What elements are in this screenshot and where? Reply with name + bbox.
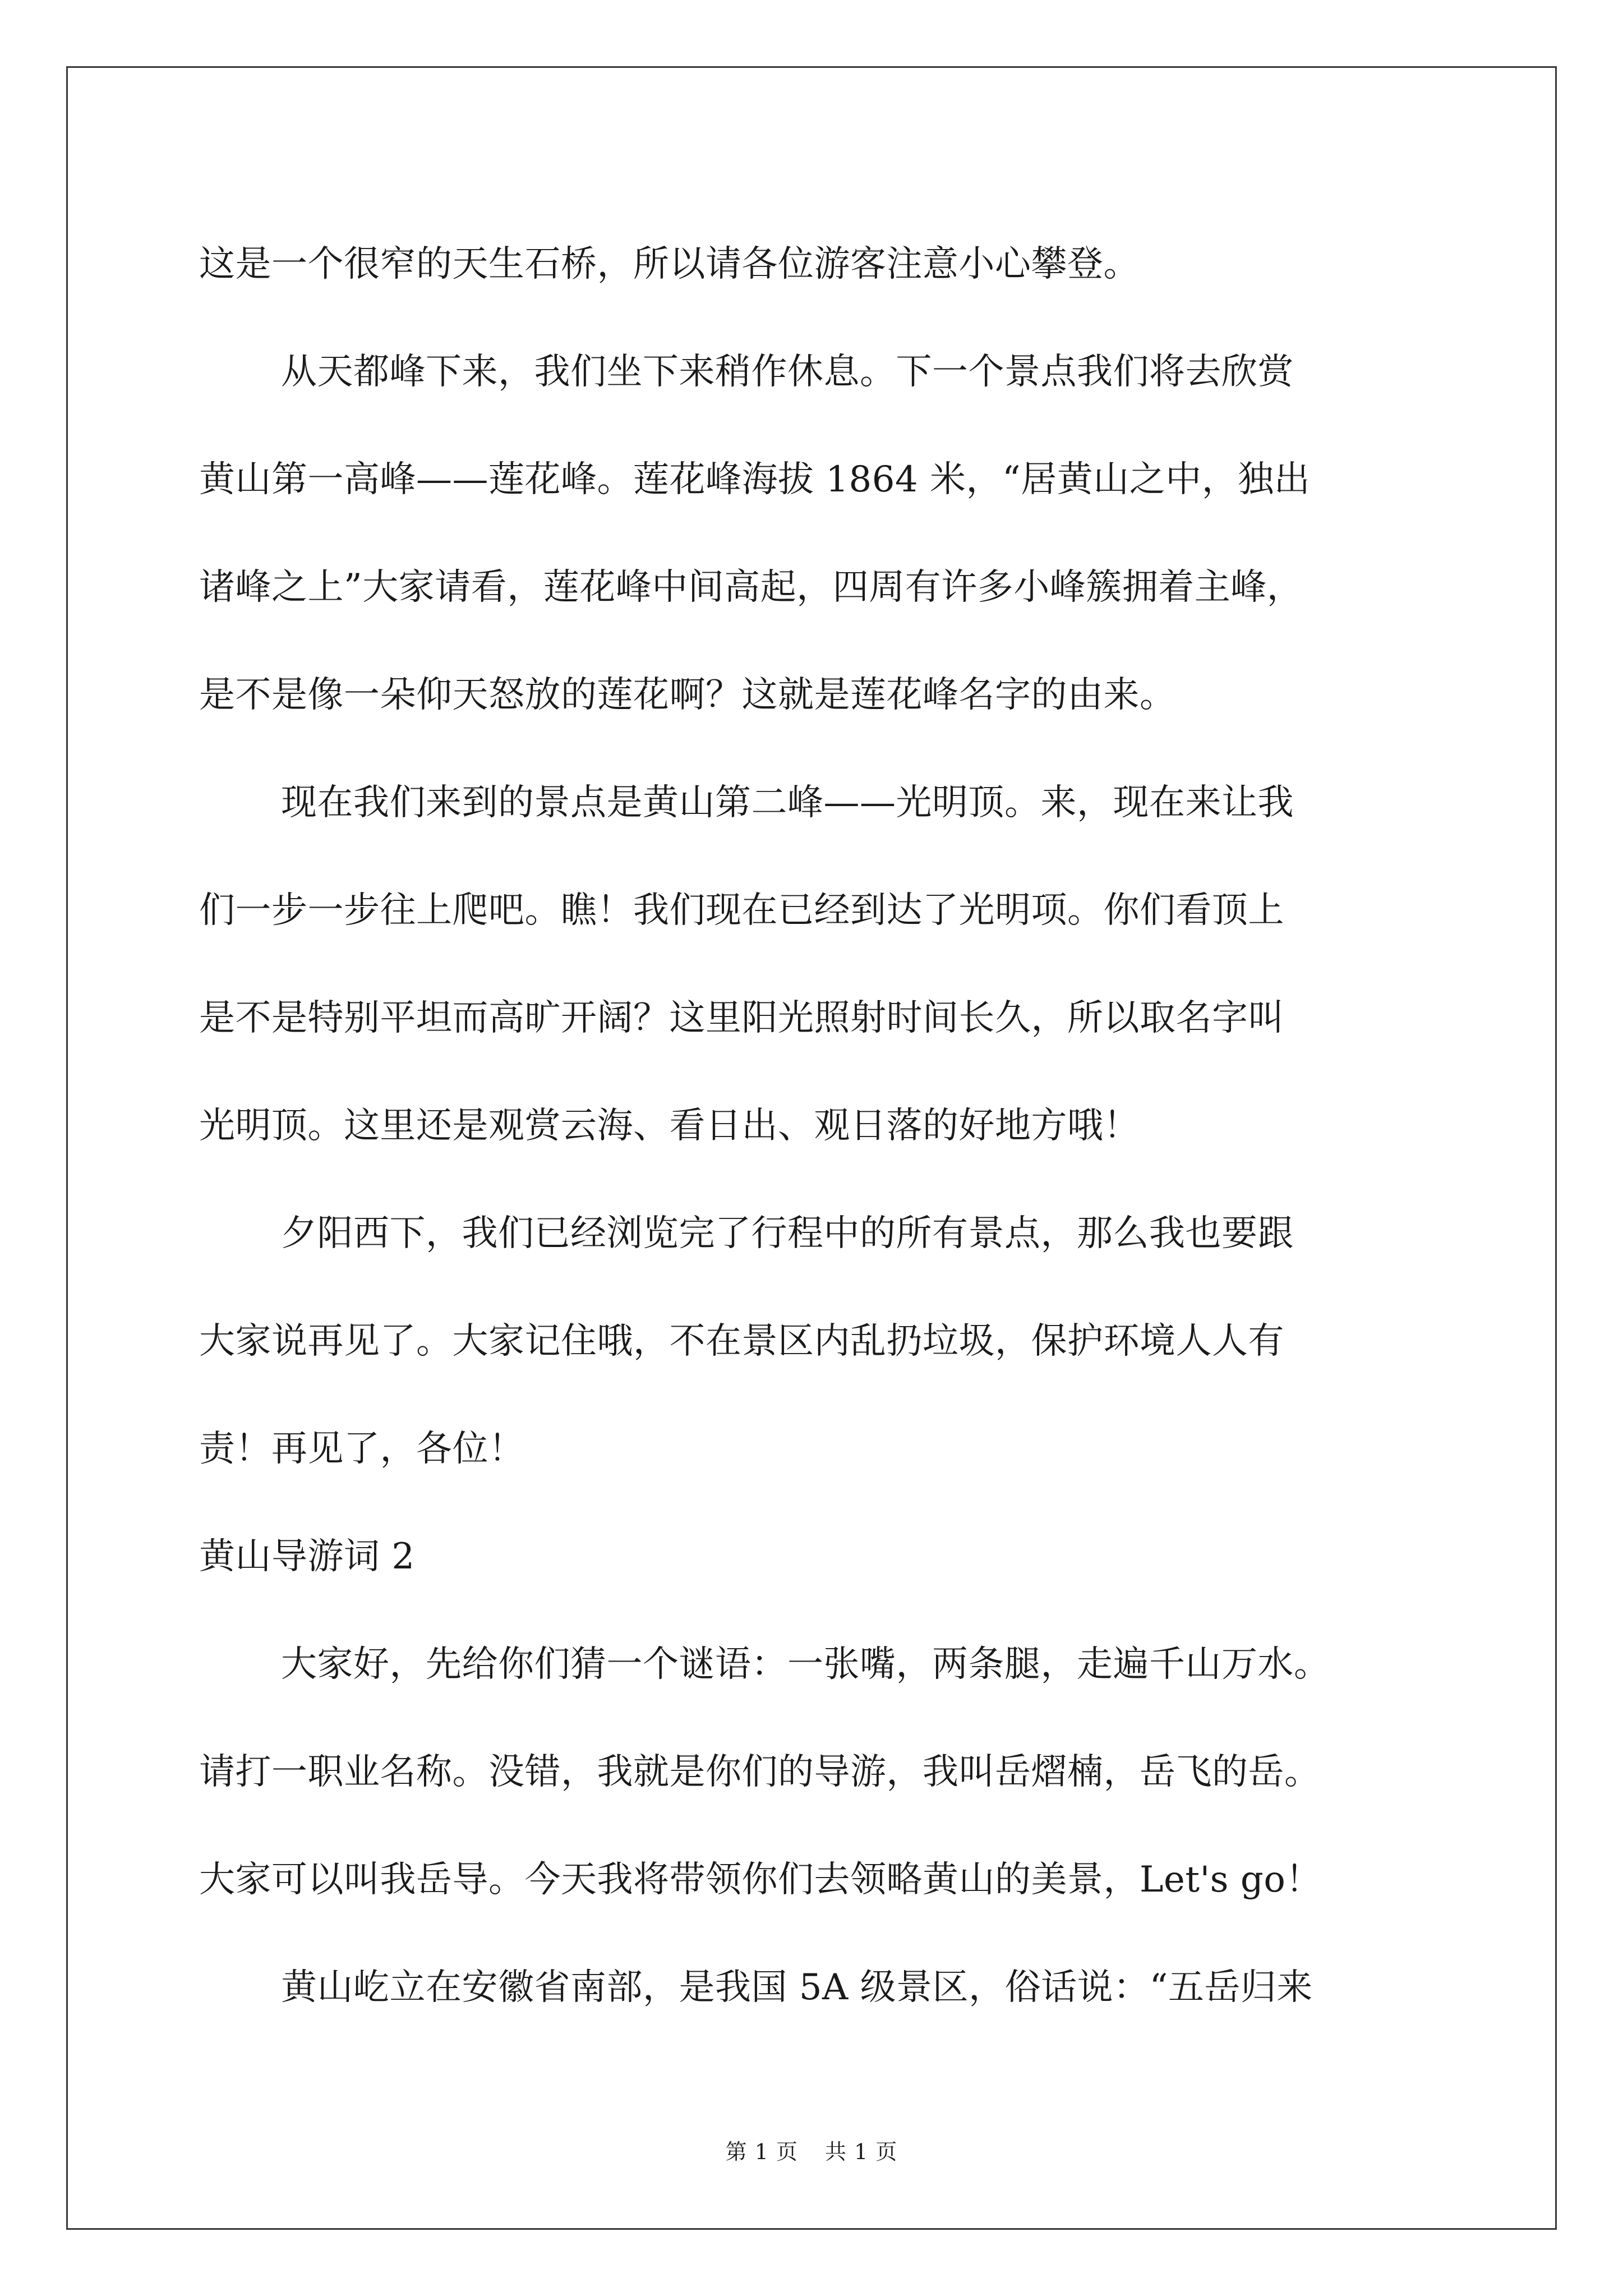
page-footer bbox=[0, 2134, 1623, 2165]
text-line: 从天都峰下来，我们坐下来稍作休息。下一个景点我们将去欣赏 bbox=[281, 351, 1294, 393]
text-line: 黄山第一高峰——莲花峰。莲花峰海拔 1864 米，“居黄山之中，独出 bbox=[199, 459, 1311, 500]
text-line: 夕阳西下，我们已经浏览完了行程中的所有景点，那么我也要跟 bbox=[281, 1213, 1294, 1254]
section-heading: 黄山导游词 2 bbox=[199, 1536, 415, 1577]
text-line: 这是一个很窄的天生石桥，所以请各位游客注意小心攀登。 bbox=[199, 243, 1140, 285]
text-line: 是不是特别平坦而高旷开阔？这里阳光照射时间长久，所以取名字叫 bbox=[199, 997, 1284, 1039]
text-line: 现在我们来到的景点是黄山第二峰——光明顶。来，现在来让我 bbox=[281, 782, 1294, 823]
text-line: 诸峰之上”大家请看，莲花峰中间高起，四周有许多小峰簇拥着主峰， bbox=[199, 567, 1303, 608]
page-number: 第 1 页 bbox=[725, 2139, 798, 2164]
text-line: 大家可以叫我岳导。今天我将带领你们去领略黄山的美景，Let's go！ bbox=[199, 1859, 1322, 1901]
text-line: 大家好，先给你们猜一个谜语：一张嘴，两条腿，走遍千山万水。 bbox=[281, 1644, 1330, 1685]
text-line: 请打一职业名称。没错，我就是你们的导游，我叫岳熠楠，岳飞的岳。 bbox=[199, 1751, 1321, 1793]
text-line: 光明顶。这里还是观赏云海、看日出、观日落的好地方哦！ bbox=[199, 1105, 1140, 1147]
document-body bbox=[199, 210, 1433, 2041]
text-line: 黄山屹立在安徽省南部，是我国 5A 级景区，俗话说：“五岳归来 bbox=[281, 1967, 1313, 2008]
text-line: 是不是像一朵仰天怒放的莲花啊？这就是莲花峰名字的由来。 bbox=[199, 674, 1176, 716]
page-total: 共 1 页 bbox=[825, 2139, 898, 2164]
text-line: 们一步一步往上爬吧。瞧！我们现在已经到达了光明项。你们看顶上 bbox=[199, 890, 1284, 931]
text-line: 责！再见了，各位！ bbox=[199, 1428, 525, 1470]
text-line: 大家说再见了。大家记住哦，不在景区内乱扔垃圾，保护环境人人有 bbox=[199, 1320, 1284, 1362]
